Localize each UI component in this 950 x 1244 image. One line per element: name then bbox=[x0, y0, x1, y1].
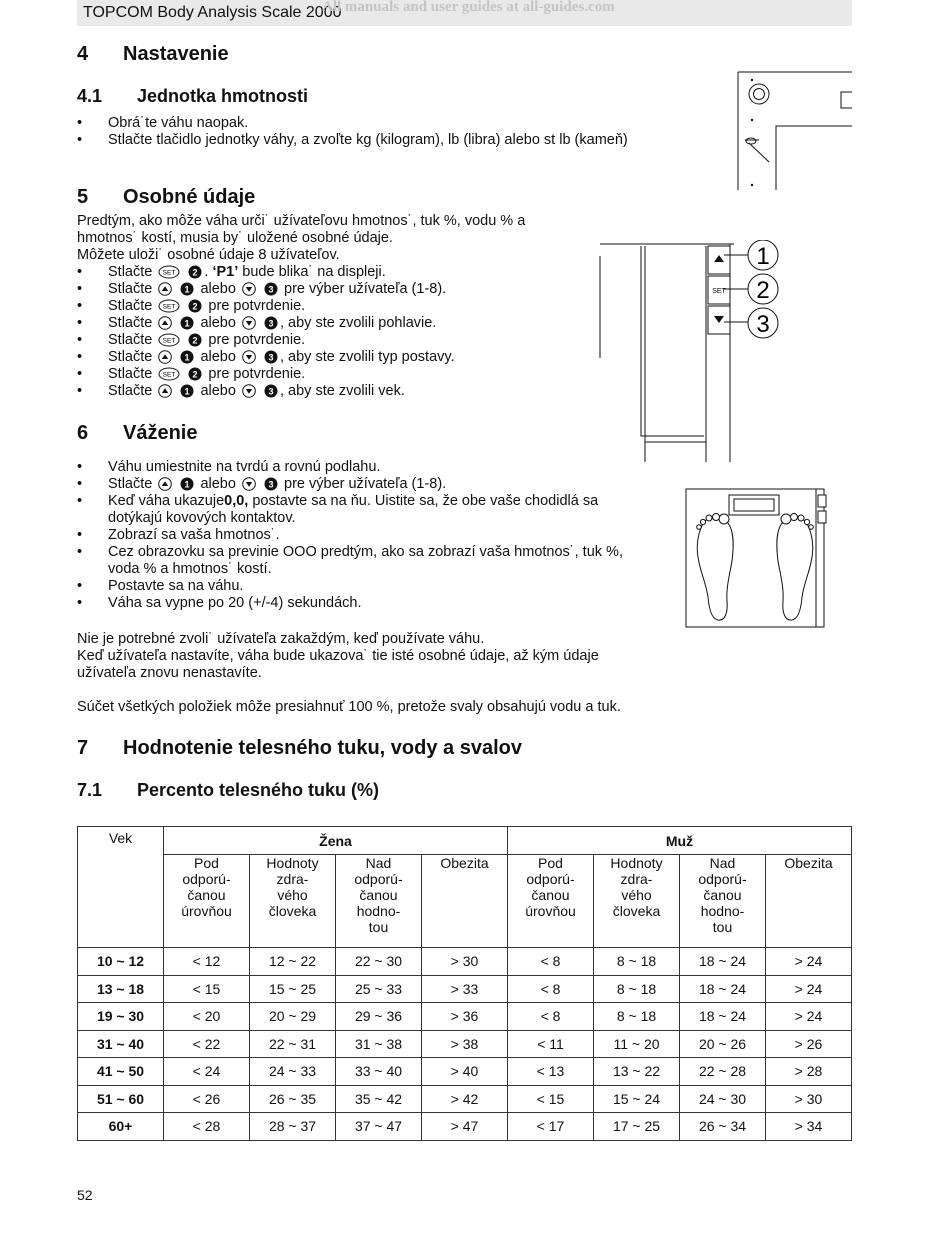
value-cell: < 26 bbox=[164, 1085, 250, 1113]
callout-2: 2 bbox=[756, 277, 770, 304]
value-cell: < 24 bbox=[164, 1058, 250, 1086]
value-cell: < 20 bbox=[164, 1003, 250, 1031]
list-item: • Váha sa vypne po 20 (+/-4) sekundách. bbox=[77, 595, 623, 612]
col-header-female: Žena bbox=[164, 827, 508, 855]
value-cell: < 28 bbox=[164, 1113, 250, 1141]
value-cell: 35 ~ 42 bbox=[336, 1085, 422, 1113]
table-row bbox=[78, 948, 852, 976]
age-cell: 51 ~ 60 bbox=[78, 1085, 164, 1113]
list-item: • Stlačte 1 alebo 3 , aby ste zvolili vek. bbox=[77, 383, 455, 400]
number-badge-3-icon bbox=[264, 316, 278, 330]
svg-text:3: 3 bbox=[268, 318, 274, 329]
svg-text:3: 3 bbox=[268, 284, 274, 295]
svg-text:3: 3 bbox=[268, 352, 274, 363]
value-cell: > 24 bbox=[766, 1003, 852, 1031]
value-cell: > 24 bbox=[766, 948, 852, 976]
section-5-heading: 5 Osobné údaje bbox=[77, 186, 256, 208]
value-cell: > 30 bbox=[422, 948, 508, 976]
table-row bbox=[78, 1003, 852, 1031]
number-badge-1-icon bbox=[180, 477, 194, 491]
value-cell: 15 ~ 24 bbox=[594, 1085, 680, 1113]
list-item: • Keď váha ukazuje0,0, postavte sa na ňu. Uistite sa, že obe vaše chodidlá sa dotýkajú kovových kontaktov. bbox=[77, 493, 623, 527]
section-4-list bbox=[77, 115, 628, 149]
value-cell: 24 ~ 33 bbox=[250, 1058, 336, 1086]
number-badge-3-icon bbox=[264, 282, 278, 296]
subheader-cell: Hodnoty zdra- vého človeka bbox=[250, 855, 336, 948]
subheader-cell: Pod odporú- čanou úrovňou bbox=[164, 855, 250, 948]
age-cell: 41 ~ 50 bbox=[78, 1058, 164, 1086]
table-row bbox=[78, 1113, 852, 1141]
value-cell: > 28 bbox=[766, 1058, 852, 1086]
svg-text:1: 1 bbox=[184, 284, 190, 295]
value-cell: 18 ~ 24 bbox=[680, 948, 766, 976]
subheader-cell: Pod odporú- čanou úrovňou bbox=[508, 855, 594, 948]
value-cell: 13 ~ 22 bbox=[594, 1058, 680, 1086]
number-badge-3-icon bbox=[264, 384, 278, 398]
down-arrow-key-icon bbox=[242, 477, 256, 491]
value-cell: > 34 bbox=[766, 1113, 852, 1141]
body-fat-table bbox=[77, 826, 852, 1141]
number-badge-1-icon bbox=[180, 316, 194, 330]
section-5-list bbox=[77, 264, 455, 400]
value-cell: 33 ~ 40 bbox=[336, 1058, 422, 1086]
scale-feet-figure bbox=[684, 487, 829, 632]
value-cell: > 38 bbox=[422, 1030, 508, 1058]
age-cell: 10 ~ 12 bbox=[78, 948, 164, 976]
set-key-icon bbox=[158, 265, 180, 279]
age-cell: 60+ bbox=[78, 1113, 164, 1141]
section-6-note: Nie je potrebné zvoli˙ užívateľa zakaždým, keď používate váhu. Keď užívateľa nastavíte, váha bude ukazova˙ tie isté osobné údaje, až kým údaje užívateľa znovu nenastavíte. bbox=[77, 631, 599, 681]
document-title: TOPCOM Body Analysis Scale 2000 bbox=[83, 4, 342, 21]
value-cell: < 11 bbox=[508, 1030, 594, 1058]
svg-text:2: 2 bbox=[192, 301, 198, 312]
value-cell: > 33 bbox=[422, 975, 508, 1003]
value-cell: > 36 bbox=[422, 1003, 508, 1031]
number-badge-1-icon bbox=[180, 350, 194, 364]
list-item: • Stlačte 1 alebo 3 , aby ste zvolili pohlavie. bbox=[77, 315, 455, 332]
svg-text:2: 2 bbox=[192, 267, 198, 278]
number-badge-3-icon bbox=[264, 350, 278, 364]
value-cell: 22 ~ 30 bbox=[336, 948, 422, 976]
up-arrow-key-icon bbox=[158, 477, 172, 491]
list-item: • Stlačte 2 pre potvrdenie. bbox=[77, 298, 455, 315]
section-5-intro: Predtým, ako môže váha urči˙ užívateľovu hmotnos˙, tuk %, vodu % a hmotnos˙ kostí, musia by˙ uložené osobné údaje. Môžete uloži˙ osobné údaje 8 užívateľov. bbox=[77, 213, 526, 263]
value-cell: > 26 bbox=[766, 1030, 852, 1058]
table-row bbox=[78, 1030, 852, 1058]
value-cell: 15 ~ 25 bbox=[250, 975, 336, 1003]
svg-text:3: 3 bbox=[268, 386, 274, 397]
subheader-cell: Hodnoty zdra- vého človeka bbox=[594, 855, 680, 948]
callout-3: 3 bbox=[756, 311, 770, 338]
section-6-list bbox=[77, 459, 623, 612]
table-row bbox=[78, 975, 852, 1003]
value-cell: < 8 bbox=[508, 948, 594, 976]
svg-text:1: 1 bbox=[184, 479, 190, 490]
age-cell: 19 ~ 30 bbox=[78, 1003, 164, 1031]
section-6-note-sum: Súčet všetkých položiek môže presiahnuť 100 %, pretože svaly obsahujú vodu a tuk. bbox=[77, 699, 621, 715]
col-header-male: Muž bbox=[508, 827, 852, 855]
scale-bottom-figure bbox=[735, 70, 855, 195]
list-item: • Stlačte 1 alebo 3 pre výber užívateľa (1-8). bbox=[77, 281, 455, 298]
down-arrow-key-icon bbox=[242, 384, 256, 398]
list-item: • Stlačte 2 pre potvrdenie. bbox=[77, 332, 455, 349]
value-cell: 26 ~ 35 bbox=[250, 1085, 336, 1113]
value-cell: 8 ~ 18 bbox=[594, 975, 680, 1003]
svg-text:1: 1 bbox=[184, 352, 190, 363]
up-arrow-key-icon bbox=[158, 316, 172, 330]
down-arrow-key-icon bbox=[242, 316, 256, 330]
number-badge-1-icon bbox=[180, 384, 194, 398]
value-cell: < 17 bbox=[508, 1113, 594, 1141]
section-7-1-heading: 7.1 Percento telesného tuku (%) bbox=[77, 780, 380, 800]
value-cell: > 47 bbox=[422, 1113, 508, 1141]
value-cell: < 8 bbox=[508, 1003, 594, 1031]
svg-text:1: 1 bbox=[184, 318, 190, 329]
number-badge-1-icon bbox=[180, 282, 194, 296]
list-item: • Stlačte tlačidlo jednotky váhy, a zvoľte kg (kilogram), lb (libra) alebo st lb (kameň) bbox=[77, 132, 628, 149]
section-7-heading: 7 Hodnotenie telesného tuku, vody a svalov bbox=[77, 737, 522, 759]
value-cell: 8 ~ 18 bbox=[594, 948, 680, 976]
svg-text:1: 1 bbox=[184, 386, 190, 397]
value-cell: < 12 bbox=[164, 948, 250, 976]
list-item: • Zobrazí sa vaša hmotnos˙. bbox=[77, 527, 623, 544]
section-4-heading: 4 Nastavenie bbox=[77, 43, 229, 65]
list-item: • Stlačte 2 . ‘P1’ bude blika˙ na displeji. bbox=[77, 264, 455, 281]
down-arrow-key-icon bbox=[242, 282, 256, 296]
value-cell: 24 ~ 30 bbox=[680, 1085, 766, 1113]
value-cell: 29 ~ 36 bbox=[336, 1003, 422, 1031]
value-cell: > 42 bbox=[422, 1085, 508, 1113]
col-header-age: Vek bbox=[78, 827, 164, 948]
svg-text:3: 3 bbox=[268, 479, 274, 490]
watermark[interactable]: All manuals and user guides at all-guides.com bbox=[322, 0, 615, 15]
value-cell: < 22 bbox=[164, 1030, 250, 1058]
number-badge-2-icon bbox=[188, 265, 202, 279]
value-cell: 25 ~ 33 bbox=[336, 975, 422, 1003]
value-cell: < 15 bbox=[164, 975, 250, 1003]
subheader-cell: Obezita bbox=[766, 855, 852, 948]
up-arrow-key-icon bbox=[158, 384, 172, 398]
value-cell: 37 ~ 47 bbox=[336, 1113, 422, 1141]
list-item: • Váhu umiestnite na tvrdú a rovnú podlahu. bbox=[77, 459, 623, 476]
svg-text:2: 2 bbox=[192, 335, 198, 346]
subheader-cell: Nad odporú- čanou hodno- tou bbox=[680, 855, 766, 948]
value-cell: 11 ~ 20 bbox=[594, 1030, 680, 1058]
list-item: • Cez obrazovku sa previnie OOO predtým, ako sa zobrazí vaša hmotnos˙, tuk %, voda % a hmotnos˙ kostí. bbox=[77, 544, 623, 578]
value-cell: 20 ~ 29 bbox=[250, 1003, 336, 1031]
list-item: • Postavte sa na váhu. bbox=[77, 578, 623, 595]
up-arrow-key-icon bbox=[158, 350, 172, 364]
value-cell: 28 ~ 37 bbox=[250, 1113, 336, 1141]
list-item: • Obrá˙te váhu naopak. bbox=[77, 115, 628, 132]
svg-text:2: 2 bbox=[192, 369, 198, 380]
value-cell: 22 ~ 28 bbox=[680, 1058, 766, 1086]
number-badge-2-icon bbox=[188, 299, 202, 313]
subheader-cell: Nad odporú- čanou hodno- tou bbox=[336, 855, 422, 948]
age-cell: 31 ~ 40 bbox=[78, 1030, 164, 1058]
value-cell: 22 ~ 31 bbox=[250, 1030, 336, 1058]
set-button-label: SET bbox=[712, 288, 726, 295]
age-cell: 13 ~ 18 bbox=[78, 975, 164, 1003]
list-item: • Stlačte 1 alebo 3 pre výber užívateľa (1-8). bbox=[77, 476, 623, 493]
set-key-icon bbox=[158, 299, 180, 313]
value-cell: 18 ~ 24 bbox=[680, 975, 766, 1003]
value-cell: 26 ~ 34 bbox=[680, 1113, 766, 1141]
value-cell: > 24 bbox=[766, 975, 852, 1003]
value-cell: 12 ~ 22 bbox=[250, 948, 336, 976]
list-item: • Stlačte 2 pre potvrdenie. bbox=[77, 366, 455, 383]
section-4-1-heading: 4.1 Jednotka hmotnosti bbox=[77, 86, 309, 106]
table-row bbox=[78, 1058, 852, 1086]
set-key-icon bbox=[158, 367, 180, 381]
page-number: 52 bbox=[77, 1187, 93, 1203]
up-arrow-key-icon bbox=[158, 282, 172, 296]
value-cell: > 40 bbox=[422, 1058, 508, 1086]
value-cell: 8 ~ 18 bbox=[594, 1003, 680, 1031]
number-badge-2-icon bbox=[188, 333, 202, 347]
callout-1: 1 bbox=[756, 243, 770, 270]
value-cell: 20 ~ 26 bbox=[680, 1030, 766, 1058]
table-row bbox=[78, 1085, 852, 1113]
value-cell: > 30 bbox=[766, 1085, 852, 1113]
value-cell: < 13 bbox=[508, 1058, 594, 1086]
value-cell: 18 ~ 24 bbox=[680, 1003, 766, 1031]
number-badge-2-icon bbox=[188, 367, 202, 381]
down-arrow-key-icon bbox=[242, 350, 256, 364]
set-key-icon bbox=[158, 333, 180, 347]
list-item: • Stlačte 1 alebo 3 , aby ste zvolili typ postavy. bbox=[77, 349, 455, 366]
number-badge-3-icon bbox=[264, 477, 278, 491]
value-cell: 31 ~ 38 bbox=[336, 1030, 422, 1058]
subheader-cell: Obezita bbox=[422, 855, 508, 948]
scale-buttons-figure bbox=[598, 240, 783, 468]
value-cell: < 15 bbox=[508, 1085, 594, 1113]
value-cell: 17 ~ 25 bbox=[594, 1113, 680, 1141]
value-cell: < 8 bbox=[508, 975, 594, 1003]
section-6-heading: 6 Váženie bbox=[77, 422, 198, 444]
